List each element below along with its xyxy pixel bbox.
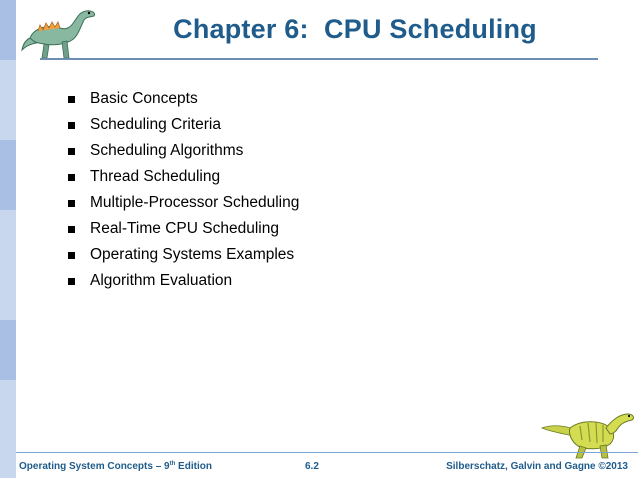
page-number: 6.2 (305, 461, 319, 472)
footer-book-title (19, 461, 212, 472)
list-item-label: Scheduling Algorithms (90, 142, 244, 159)
footer-copyright: Silberschatz, Galvin and Gagne ©2013 (446, 461, 628, 472)
list-item-label: Operating Systems Examples (90, 246, 295, 263)
footer-book-prefix: Operating System Concepts – 9 (19, 461, 170, 472)
footer-book-suffix: Edition (175, 461, 212, 472)
list-item (68, 242, 299, 268)
square-bullet-icon (68, 96, 75, 103)
title-divider (40, 58, 598, 60)
page-title: Chapter 6: CPU Scheduling (173, 14, 537, 44)
list-item (68, 216, 299, 242)
list-item (68, 164, 299, 190)
square-bullet-icon (68, 278, 75, 285)
list-item-label: Scheduling Criteria (90, 116, 221, 133)
dinosaur-icon (20, 4, 102, 62)
square-bullet-icon (68, 122, 75, 129)
footer-divider (16, 452, 638, 453)
list-item (68, 138, 299, 164)
square-bullet-icon (68, 200, 75, 207)
sidebar-band (0, 320, 16, 380)
sidebar-band (0, 0, 16, 60)
list-item-label: Basic Concepts (90, 90, 198, 107)
list-item (68, 86, 299, 112)
list-item (68, 268, 299, 294)
list-item-label: Real-Time CPU Scheduling (90, 220, 279, 237)
square-bullet-icon (68, 174, 75, 181)
sidebar-band (0, 140, 16, 210)
footer-book-ordinal: th (169, 461, 176, 467)
list-item-label: Thread Scheduling (90, 168, 221, 185)
list-item (68, 112, 299, 138)
square-bullet-icon (68, 148, 75, 155)
list-item-label: Multiple-Processor Scheduling (90, 194, 300, 211)
left-sidebar-decoration (0, 0, 16, 478)
topic-list (68, 86, 299, 294)
list-item-label: Algorithm Evaluation (90, 272, 233, 289)
square-bullet-icon (68, 252, 75, 259)
square-bullet-icon (68, 226, 75, 233)
list-item (68, 190, 299, 216)
